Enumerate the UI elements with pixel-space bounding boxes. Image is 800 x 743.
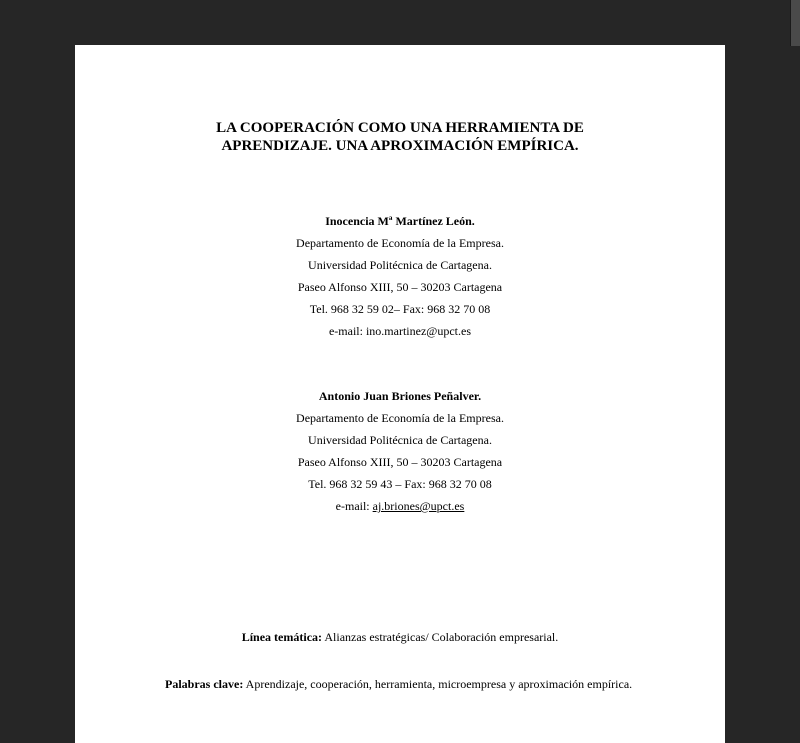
author-university: Universidad Politécnica de Cartagena.: [308, 433, 492, 447]
keywords-paragraph: [165, 674, 635, 694]
theme-value: Alianzas estratégicas/ Colaboración empresarial.: [322, 630, 559, 644]
title-line-2: APRENDIZAJE. UNA APROXIMACIÓN EMPÍRICA.: [221, 138, 579, 154]
author-email-line: [75, 320, 725, 342]
author-address: Paseo Alfonso XIII, 50 – 30203 Cartagena: [297, 280, 503, 294]
author-phone-fax: Tel. 968 32 59 02– Fax: 968 32 70 08: [309, 302, 491, 316]
scrollbar-thumb[interactable]: [790, 0, 800, 46]
theme-line: [75, 628, 725, 646]
paper-title: [75, 119, 725, 155]
keywords-value: Aprendizaje, cooperación, herramienta, microempresa y aproximación empírica.: [243, 677, 633, 691]
author-name: Antonio Juan Briones Peñalver.: [318, 389, 482, 403]
author-department: Departamento de Economía de la Empresa.: [296, 411, 504, 425]
author-phone-fax: Tel. 968 32 59 43 – Fax: 968 32 70 08: [308, 477, 492, 491]
email-label: e-mail:: [328, 324, 366, 338]
author-department: Departamento de Economía de la Empresa.: [296, 236, 504, 250]
author-block-2: [75, 385, 725, 517]
document-page: [75, 45, 725, 743]
author-block-1: [75, 210, 725, 342]
author-name: Inocencia Mª Martínez León.: [325, 214, 475, 228]
author-address: Paseo Alfonso XIII, 50 – 30203 Cartagena: [297, 455, 503, 469]
author-university: Universidad Politécnica de Cartagena.: [308, 258, 492, 272]
email-label: e-mail:: [335, 499, 373, 513]
title-line-1: LA COOPERACIÓN COMO UNA HERRAMIENTA DE: [216, 120, 584, 136]
author-email-line: [75, 495, 725, 517]
theme-label: Línea temática:: [241, 630, 323, 644]
author-email: ino.martinez@upct.es: [365, 324, 471, 338]
author-email-link[interactable]: aj.briones@upct.es: [372, 499, 465, 513]
keywords-label: Palabras clave:: [165, 677, 244, 691]
